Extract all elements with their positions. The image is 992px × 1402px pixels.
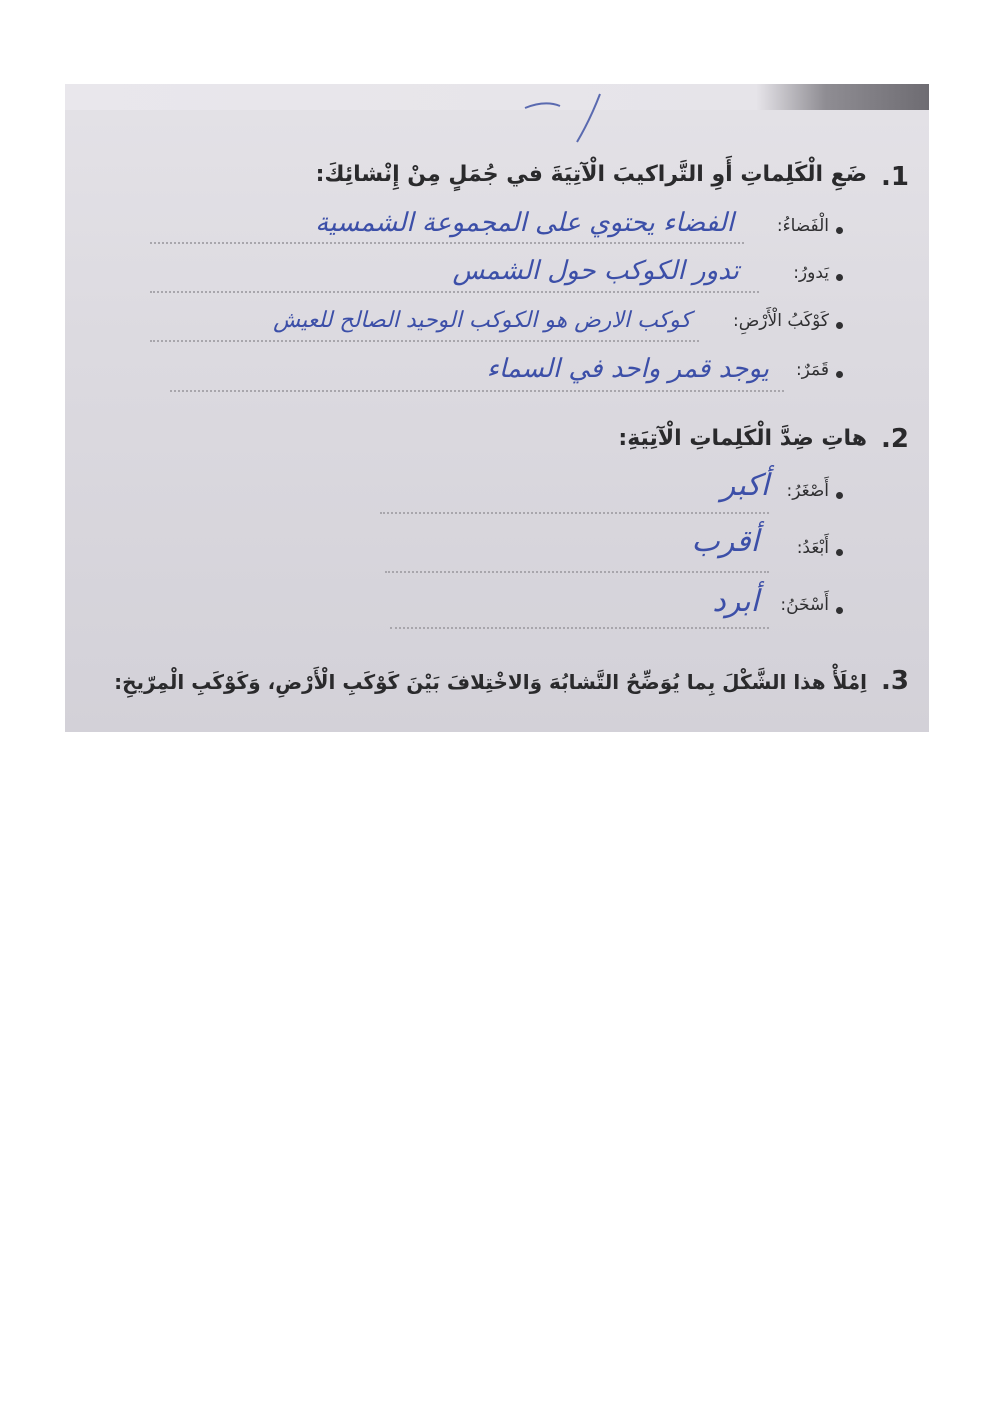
q2-bullet-3 bbox=[836, 607, 843, 614]
worksheet-photo bbox=[65, 84, 929, 732]
q1-number: 1. bbox=[881, 162, 909, 192]
page-tab-strip bbox=[65, 84, 929, 110]
q2-line-1 bbox=[380, 512, 769, 514]
q3-number: 3. bbox=[881, 666, 909, 696]
q2-bullet-2 bbox=[836, 549, 843, 556]
q2-answer-2: أقرب bbox=[691, 524, 759, 559]
q1-answer-1: الفضاء يحتوي على المجموعة الشمسية bbox=[315, 208, 734, 238]
q3-instruction: اِمْلَأْ هذا الشَّكْلَ بِما يُوَضِّحُ التَّشابُهَ وَالاخْتِلافَ بَيْنَ كَوْكَبِ الْأَرْضِ، وَكَوْكَبِ الْمِرّيخِ: bbox=[114, 670, 867, 694]
q1-bullet-2 bbox=[836, 274, 843, 281]
q2-line-3 bbox=[390, 627, 769, 629]
q1-line-2 bbox=[150, 291, 759, 293]
q1-line-4 bbox=[170, 390, 784, 392]
q1-label-1: الْفَضاءُ: bbox=[776, 216, 829, 236]
q2-number: 2. bbox=[881, 424, 909, 454]
q1-answer-4: يوجد قمر واحد في السماء bbox=[486, 354, 769, 384]
q2-answer-3: أبرد bbox=[712, 584, 759, 619]
q1-answer-3: كوكب الارض هو الكوكب الوحيد الصالح للعيش bbox=[273, 308, 691, 333]
q1-label-3: كَوْكَبُ الْأَرْضِ: bbox=[733, 311, 829, 331]
q1-bullet-1 bbox=[836, 227, 843, 234]
q2-label-1: أَصْغَرُ: bbox=[786, 481, 829, 501]
q2-answer-1: أكبر bbox=[720, 468, 769, 503]
q1-bullet-3 bbox=[836, 322, 843, 329]
q1-label-2: يَدورُ: bbox=[793, 263, 829, 283]
q1-label-4: قَمَرٌ: bbox=[795, 360, 829, 380]
q1-bullet-4 bbox=[836, 371, 843, 378]
q1-answer-2: تدور الكوكب حول الشمس bbox=[452, 256, 739, 286]
q2-instruction: هاتِ ضِدَّ الْكَلِماتِ الْآتِيَةِ: bbox=[618, 426, 867, 451]
q2-label-3: أَسْخَنُ: bbox=[780, 595, 829, 615]
q2-label-2: أَبْعَدُ: bbox=[796, 538, 829, 558]
q2-line-2 bbox=[385, 571, 769, 573]
q1-line-3 bbox=[150, 340, 699, 342]
q1-line-1 bbox=[150, 242, 744, 244]
pen-stroke-mark bbox=[505, 90, 645, 150]
q2-bullet-1 bbox=[836, 492, 843, 499]
q1-instruction: ضَعِ الْكَلِماتِ أَوِ التَّراكيبَ الْآتِيَةَ في جُمَلٍ مِنْ إِنْشائِكَ: bbox=[315, 162, 867, 187]
